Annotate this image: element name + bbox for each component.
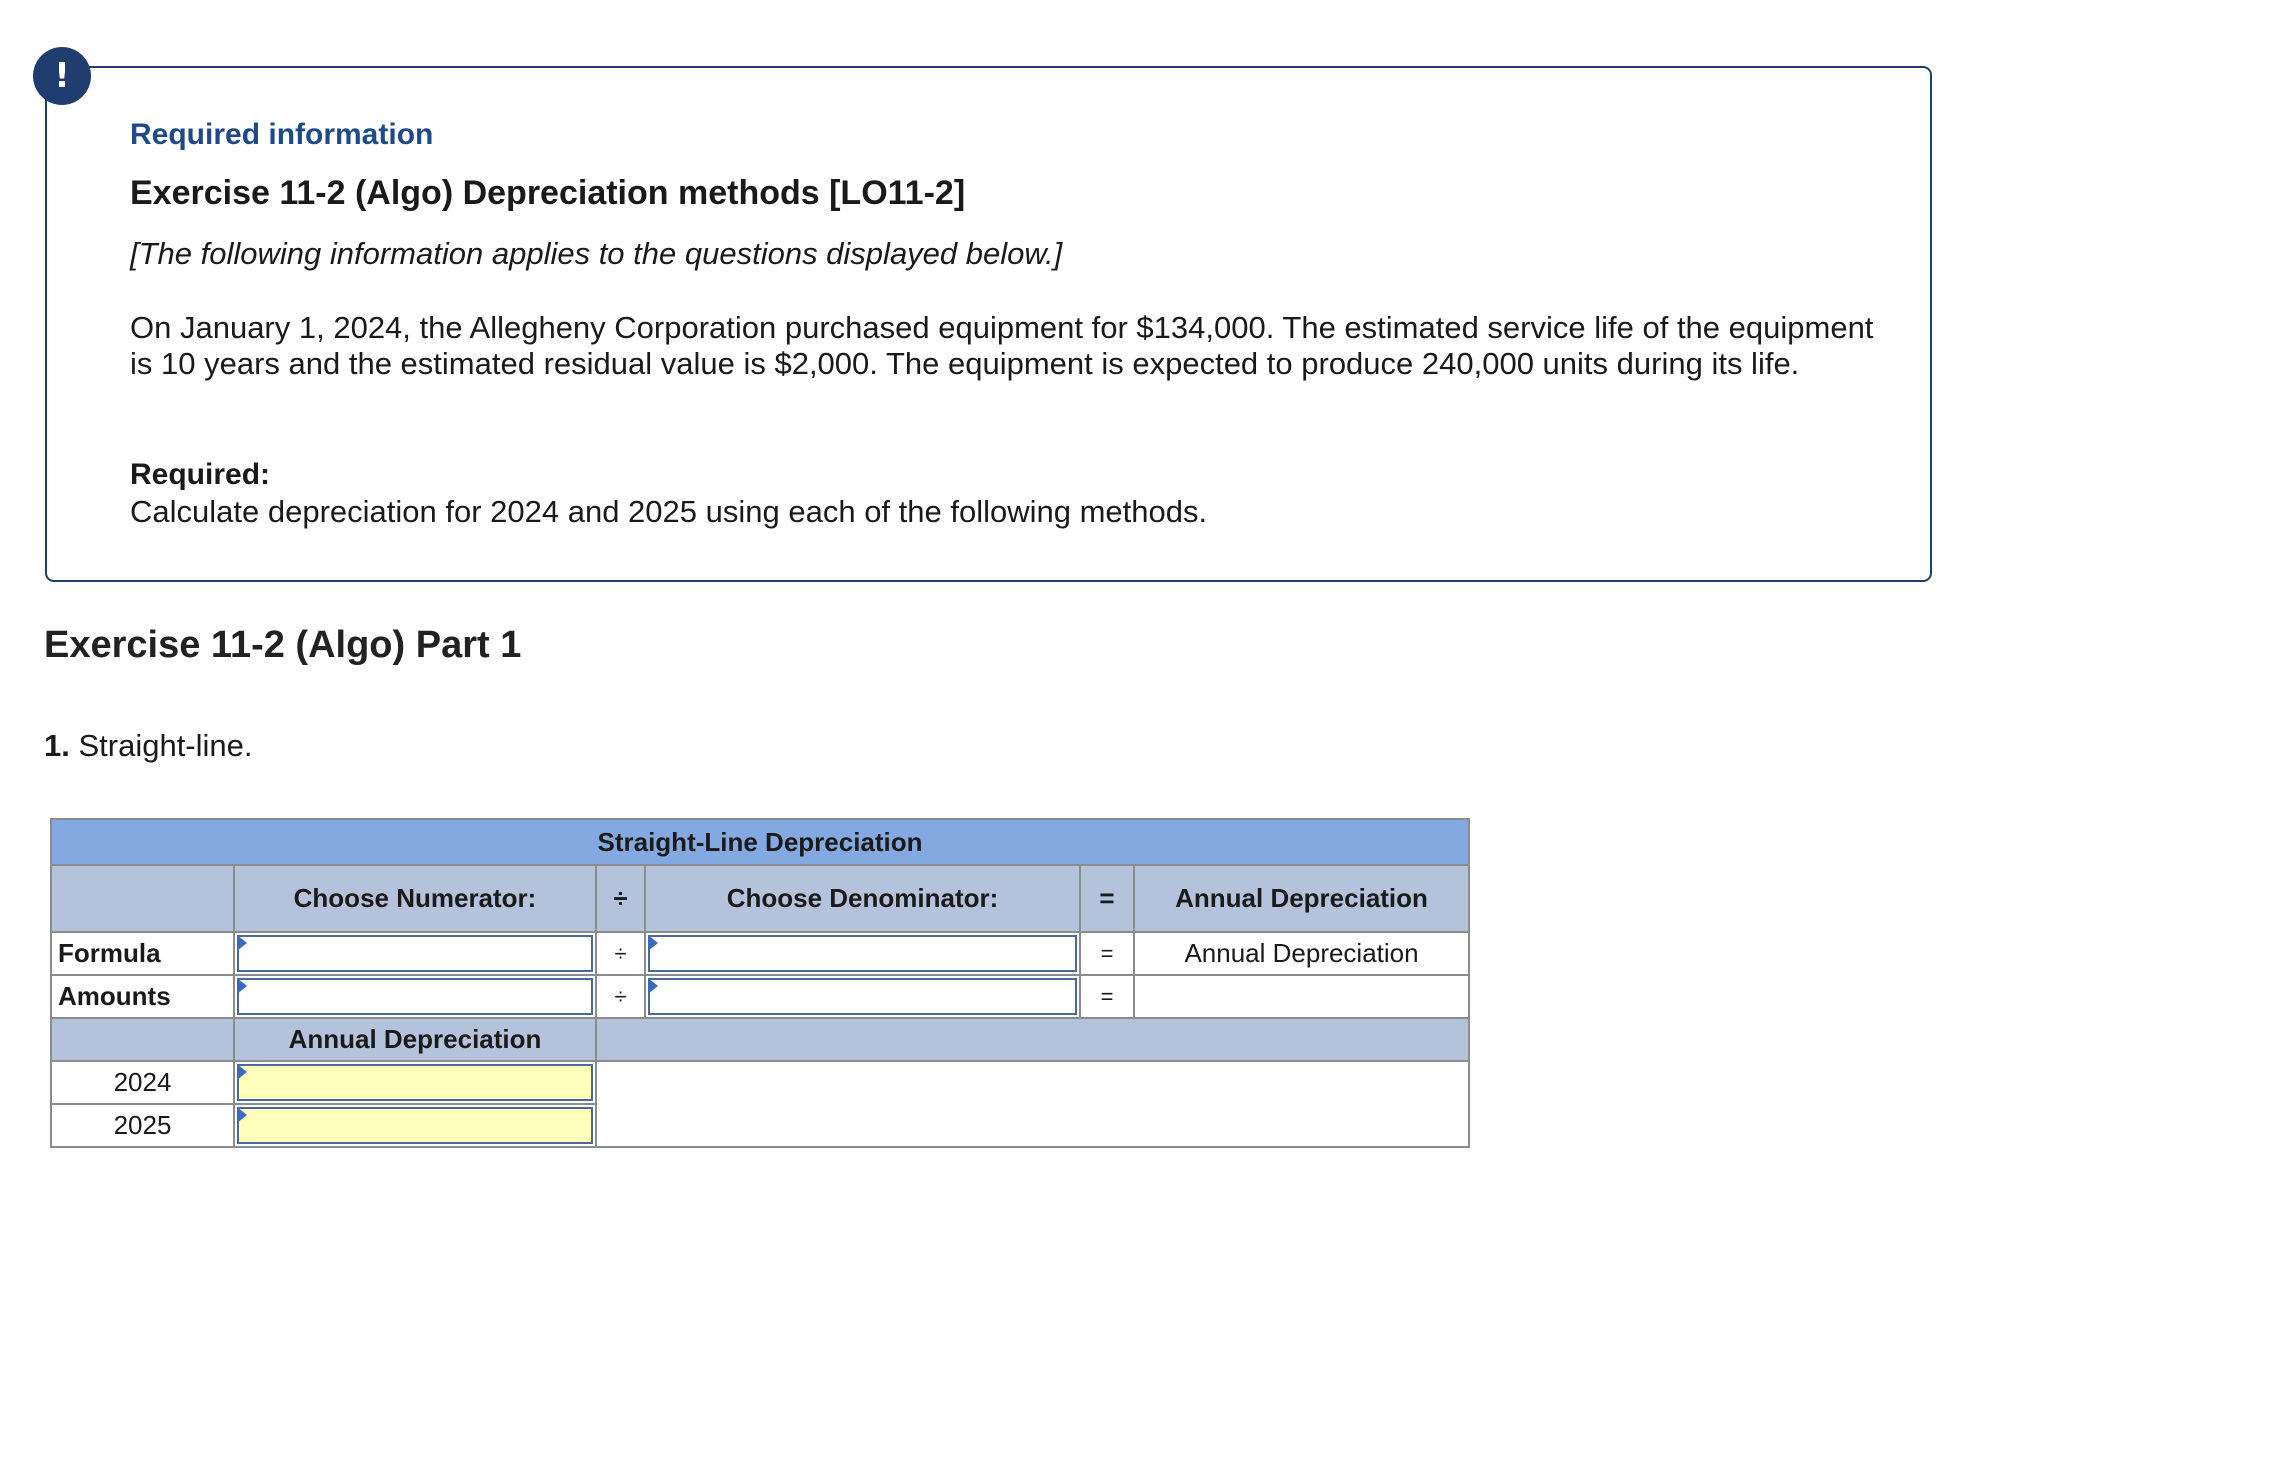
divide-symbol: ÷	[596, 932, 645, 975]
year-2025-label: 2025	[51, 1104, 234, 1147]
annual-depreciation-subheader: Annual Depreciation	[234, 1018, 596, 1061]
table-row	[51, 932, 1469, 975]
depreciation-2024-input[interactable]	[234, 1061, 596, 1104]
input-marker-icon	[237, 1107, 247, 1123]
input-marker-icon	[237, 1064, 247, 1080]
amount-denominator-input[interactable]	[645, 975, 1080, 1018]
depreciation-2025-input[interactable]	[234, 1104, 596, 1147]
formula-denominator-dropdown[interactable]	[645, 932, 1080, 975]
divide-header: ÷	[596, 865, 645, 932]
amount-result	[1134, 975, 1469, 1018]
row-label-formula: Formula	[51, 932, 234, 975]
required-label: Required:	[130, 458, 271, 491]
numerator-header: Choose Numerator:	[234, 865, 596, 932]
table-row	[51, 1061, 1469, 1104]
divide-symbol: ÷	[596, 975, 645, 1018]
row-label-amounts: Amounts	[51, 975, 234, 1018]
problem-paragraph: On January 1, 2024, the Allegheny Corporation purchased equipment for $134,000. The estimated service life of the equipment is 10 years and the estimated residual value is $2,000. The equipment is expected to produce 240,000 units during its life.	[130, 310, 1874, 381]
equals-symbol: =	[1080, 932, 1134, 975]
part-title: Exercise 11-2 (Algo) Part 1	[44, 624, 522, 666]
required-information-heading: Required information	[130, 118, 434, 151]
dropdown-marker-icon	[648, 935, 658, 951]
table-title: Straight-Line Depreciation	[51, 819, 1469, 865]
empty-area	[596, 1061, 1469, 1147]
straight-line-depreciation-table	[50, 818, 1470, 1148]
denominator-header: Choose Denominator:	[645, 865, 1080, 932]
equals-symbol: =	[1080, 975, 1134, 1018]
year-2024-label: 2024	[51, 1061, 234, 1104]
applies-note: [The following information applies to the questions displayed below.]	[130, 236, 1063, 271]
blank-header-cell	[51, 865, 234, 932]
question-text: Straight-line.	[69, 728, 253, 763]
formula-numerator-dropdown[interactable]	[234, 932, 596, 975]
blank-subheader-cell	[51, 1018, 234, 1061]
blank-subheader-fill	[596, 1018, 1469, 1061]
table-row	[51, 975, 1469, 1018]
required-text: Calculate depreciation for 2024 and 2025 using each of the following methods.	[130, 494, 1208, 529]
question	[44, 728, 253, 764]
amount-numerator-input[interactable]	[234, 975, 596, 1018]
input-marker-icon	[648, 978, 658, 994]
exercise-title: Exercise 11-2 (Algo) Depreciation methods [LO11-2]	[130, 174, 966, 212]
input-marker-icon	[237, 978, 247, 994]
dropdown-marker-icon	[237, 935, 247, 951]
formula-result: Annual Depreciation	[1134, 932, 1469, 975]
question-number: 1.	[44, 728, 70, 763]
exclamation-icon: !	[33, 47, 91, 105]
equals-header: =	[1080, 865, 1134, 932]
result-header: Annual Depreciation	[1134, 865, 1469, 932]
